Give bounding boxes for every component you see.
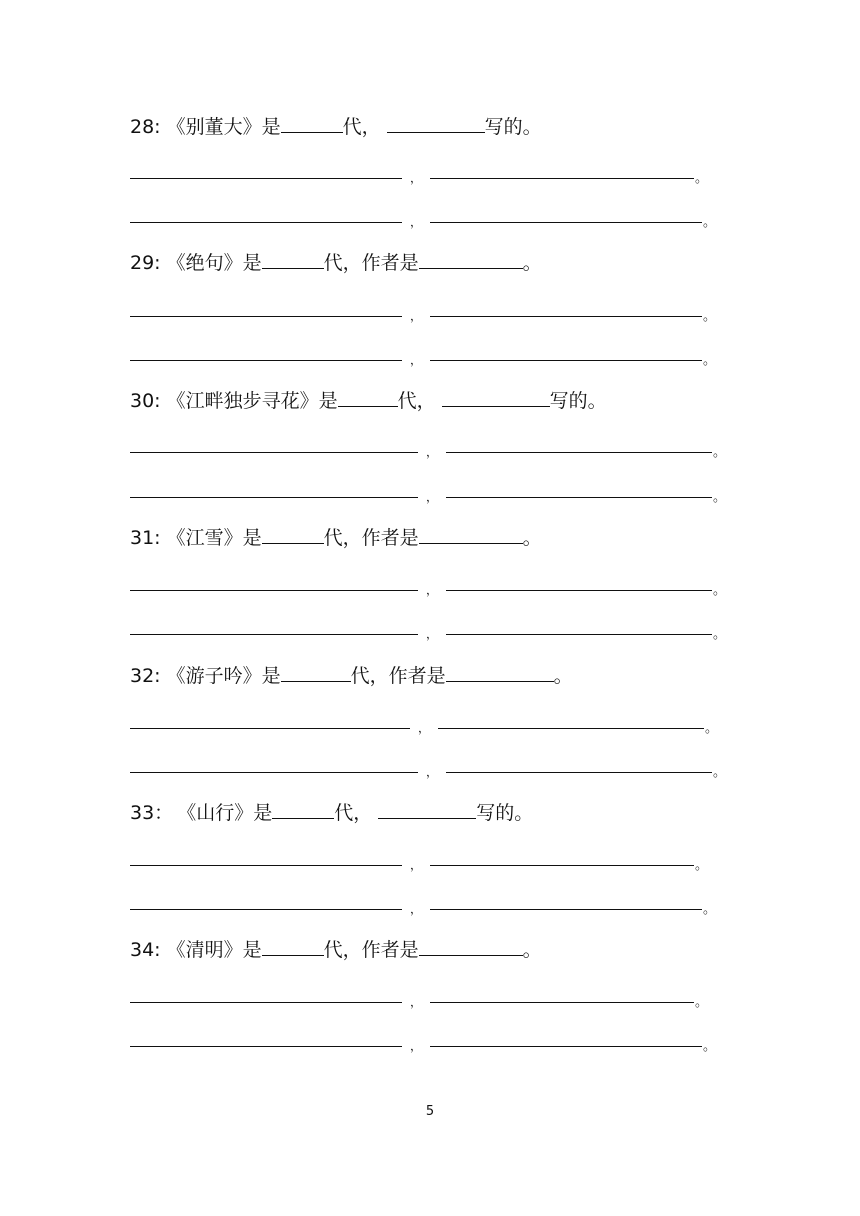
author-blank[interactable]	[378, 798, 476, 819]
verse-blank[interactable]	[446, 754, 712, 773]
question-30	[130, 386, 607, 413]
dynasty-blank[interactable]	[281, 112, 343, 133]
question-number: 28:	[130, 116, 161, 138]
question-34	[130, 935, 542, 962]
question-33	[130, 798, 533, 825]
verse-line: ， 。	[130, 434, 726, 454]
author-blank[interactable]	[419, 523, 523, 544]
author-blank[interactable]	[419, 935, 523, 956]
author-blank[interactable]	[442, 386, 550, 407]
verse-line: ， 。	[130, 754, 726, 774]
verse-blank[interactable]	[446, 434, 712, 453]
verse-line: ， 。	[130, 204, 716, 224]
question-number: 33：	[130, 802, 174, 824]
question-28	[130, 112, 542, 139]
verse-line: ， 。	[130, 710, 718, 730]
verse-line: ， 。	[130, 298, 716, 318]
verse-blank[interactable]	[130, 479, 418, 498]
verse-blank[interactable]	[130, 160, 402, 179]
verse-blank[interactable]	[430, 891, 702, 910]
dynasty-blank[interactable]	[338, 386, 398, 407]
verse-blank[interactable]	[130, 710, 410, 729]
verse-blank[interactable]	[130, 616, 418, 635]
author-blank[interactable]	[419, 248, 523, 269]
question-text: 是	[242, 939, 262, 961]
question-number: 34:	[130, 939, 161, 961]
verse-line: ， 。	[130, 847, 708, 867]
poem-title: 《游子吟》	[166, 665, 262, 687]
verse-blank[interactable]	[430, 1028, 702, 1047]
dynasty-blank[interactable]	[262, 935, 324, 956]
verse-blank[interactable]	[430, 160, 694, 179]
question-text: 写的。	[549, 390, 607, 412]
question-text: 是	[318, 390, 338, 412]
verse-line: ， 。	[130, 160, 708, 180]
verse-line: ， 。	[130, 616, 726, 636]
page-number: 5	[425, 1104, 435, 1119]
question-text: 。	[522, 527, 542, 549]
verse-blank[interactable]	[430, 342, 702, 361]
verse-blank[interactable]	[430, 298, 702, 317]
dynasty-blank[interactable]	[262, 248, 324, 269]
verse-blank[interactable]	[130, 298, 402, 317]
question-text: 代，	[342, 116, 381, 138]
dynasty-blank[interactable]	[262, 523, 324, 544]
author-blank[interactable]	[446, 661, 554, 682]
poem-title: 《江畔独步寻花》	[166, 390, 319, 412]
verse-blank[interactable]	[130, 572, 418, 591]
poem-title: 《江雪》	[166, 527, 243, 549]
question-text: 是	[242, 527, 262, 549]
question-text: 代，	[397, 390, 436, 412]
question-text: 。	[522, 252, 542, 274]
verse-line: ， 。	[130, 1028, 716, 1048]
question-text: 是	[261, 116, 281, 138]
verse-blank[interactable]	[130, 754, 418, 773]
verse-blank[interactable]	[430, 984, 694, 1003]
verse-blank[interactable]	[446, 479, 712, 498]
poem-title: 《绝句》	[166, 252, 243, 274]
verse-line: ， 。	[130, 479, 726, 499]
question-number: 29:	[130, 252, 161, 274]
question-text: 代，作者是	[350, 665, 446, 687]
verse-blank[interactable]	[430, 847, 694, 866]
question-text: 是	[242, 252, 262, 274]
verse-blank[interactable]	[430, 204, 702, 223]
question-text: 。	[522, 939, 542, 961]
poem-title: 《山行》	[177, 802, 254, 824]
question-29	[130, 248, 542, 275]
verse-blank[interactable]	[130, 204, 402, 223]
question-text: 是	[253, 802, 273, 824]
dynasty-blank[interactable]	[272, 798, 334, 819]
question-text: 是	[261, 665, 281, 687]
poem-title: 《别董大》	[166, 116, 262, 138]
verse-blank[interactable]	[130, 1028, 402, 1047]
verse-line: ， 。	[130, 572, 726, 592]
verse-blank[interactable]	[130, 891, 402, 910]
verse-blank[interactable]	[130, 984, 402, 1003]
question-32	[130, 661, 573, 688]
verse-blank[interactable]	[438, 710, 704, 729]
author-blank[interactable]	[387, 112, 485, 133]
question-text: 。	[553, 665, 573, 687]
verse-blank[interactable]	[130, 847, 402, 866]
verse-line: ， 。	[130, 984, 708, 1004]
question-text: 写的。	[476, 802, 534, 824]
question-text: 代，作者是	[323, 939, 419, 961]
verse-blank[interactable]	[446, 616, 712, 635]
question-text: 写的。	[484, 116, 542, 138]
dynasty-blank[interactable]	[281, 661, 351, 682]
verse-blank[interactable]	[446, 572, 712, 591]
question-number: 30:	[130, 390, 161, 412]
question-number: 31:	[130, 527, 161, 549]
verse-line: ， 。	[130, 891, 716, 911]
question-text: 代，作者是	[323, 527, 419, 549]
question-31	[130, 523, 542, 550]
question-text: 代，作者是	[323, 252, 419, 274]
poem-title: 《清明》	[166, 939, 243, 961]
verse-blank[interactable]	[130, 434, 418, 453]
question-number: 32:	[130, 665, 161, 687]
verse-line: ， 。	[130, 342, 716, 362]
question-text: 代，	[334, 802, 373, 824]
verse-blank[interactable]	[130, 342, 402, 361]
